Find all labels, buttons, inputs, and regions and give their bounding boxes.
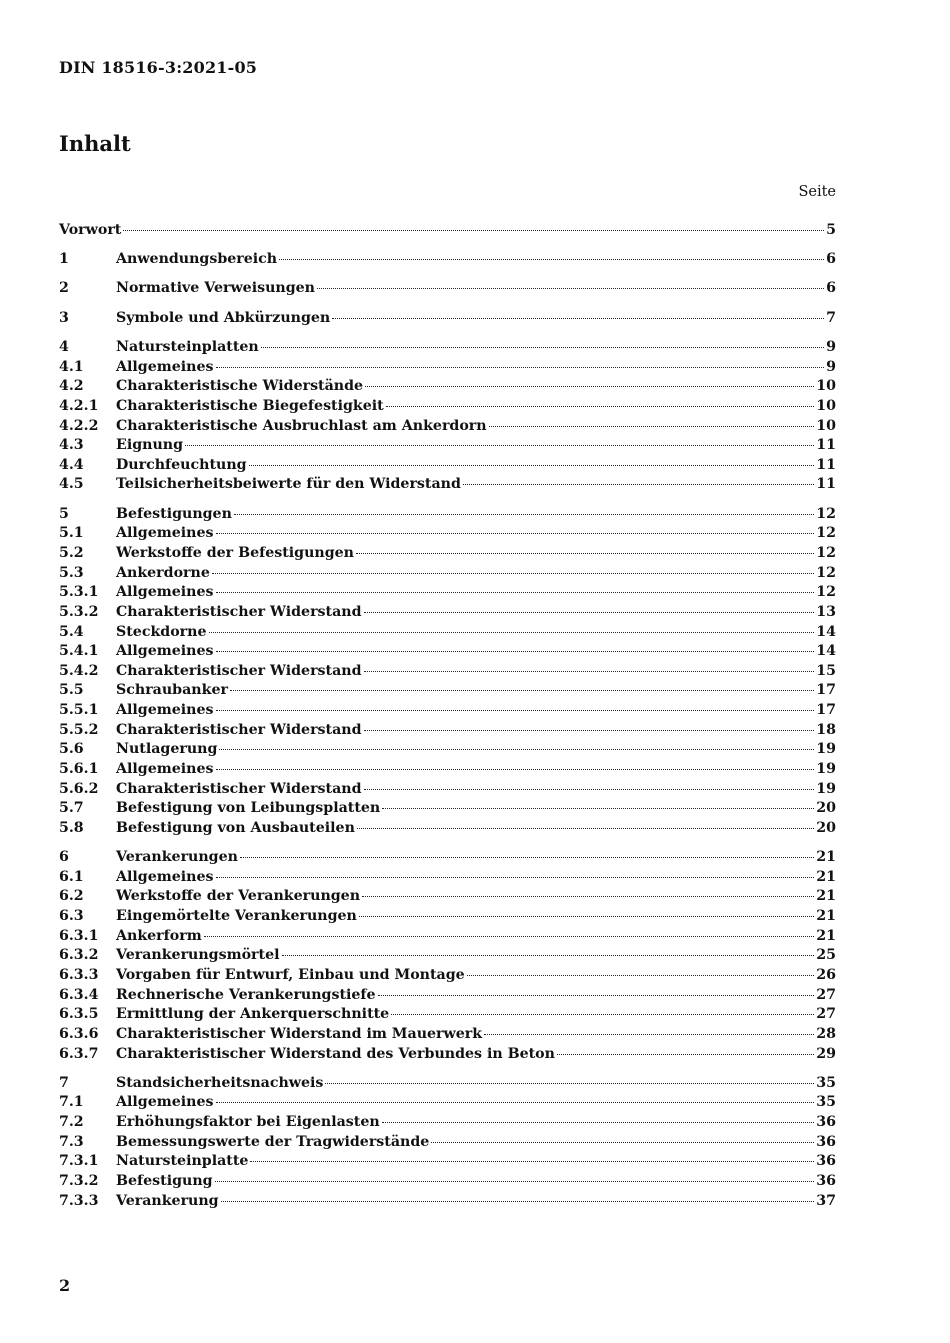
toc-entry[interactable] (59, 1093, 836, 1113)
toc-entry-number: 6.3.6 (59, 1025, 99, 1042)
toc-entry-title: Verankerungsmörtel (116, 947, 280, 964)
toc-dot-leader (219, 748, 814, 750)
toc-dot-leader (185, 444, 814, 446)
toc-entry[interactable] (59, 1025, 836, 1045)
toc-dot-leader (282, 954, 815, 956)
toc-entry-number: 6.3.2 (59, 947, 99, 964)
toc-entry-page: 12 (816, 544, 836, 561)
toc-section-group (59, 221, 836, 241)
toc-entry-page: 21 (816, 888, 836, 905)
toc-entry-number: 5.5.1 (59, 702, 99, 719)
toc-entry[interactable] (59, 868, 836, 888)
toc-entry[interactable] (59, 1152, 836, 1172)
toc-entry[interactable] (59, 1192, 836, 1212)
toc-entry[interactable] (59, 819, 836, 839)
toc-entry-page: 9 (826, 358, 836, 375)
toc-entry-page: 17 (816, 702, 836, 719)
toc-dot-leader (216, 876, 815, 878)
toc-entry-number: 7.3.1 (59, 1153, 99, 1170)
toc-dot-leader (332, 317, 824, 319)
toc-dot-leader (364, 729, 815, 731)
toc-entry-page: 10 (816, 417, 836, 434)
toc-entry-number: 2 (59, 280, 69, 297)
toc-dot-leader (250, 1160, 814, 1162)
toc-entry-title: Allgemeines (116, 643, 214, 660)
toc-dot-leader (123, 229, 824, 231)
toc-entry-title: Allgemeines (116, 584, 214, 601)
toc-dot-leader (356, 552, 814, 554)
toc-entry[interactable] (59, 338, 836, 358)
toc-entry[interactable] (59, 564, 836, 584)
toc-dot-leader (216, 709, 815, 711)
toc-dot-leader (557, 1053, 814, 1055)
toc-entry-number: 7.3.3 (59, 1192, 99, 1209)
toc-entry-title: Standsicherheitsnachweis (116, 1074, 324, 1091)
toc-entry-title: Durchfeuchtung (116, 456, 247, 473)
toc-entry[interactable] (59, 799, 836, 819)
toc-entry[interactable] (59, 279, 836, 299)
toc-entry-title: Allgemeines (116, 525, 214, 542)
toc-entry-number: 6.3.1 (59, 927, 99, 944)
toc-entry-number: 6 (59, 849, 69, 866)
toc-entry-title: Normative Verweisungen (116, 280, 315, 297)
toc-entry[interactable] (59, 397, 836, 417)
toc-entry-page: 17 (816, 682, 836, 699)
toc-entry-title: Befestigung von Ausbauteilen (116, 819, 355, 836)
toc-entry-number: 5.5 (59, 682, 84, 699)
toc-dot-leader (216, 591, 815, 593)
toc-entry-number: 4.1 (59, 358, 84, 375)
toc-entry[interactable] (59, 907, 836, 927)
toc-dot-leader (216, 366, 825, 368)
toc-entry[interactable] (59, 986, 836, 1006)
toc-dot-leader (364, 611, 815, 613)
toc-entry-page: 18 (816, 721, 836, 738)
toc-dot-leader (221, 1200, 815, 1202)
toc-entry-page: 10 (816, 378, 836, 395)
toc-entry[interactable] (59, 1172, 836, 1192)
toc-entry-page: 15 (816, 662, 836, 679)
toc-entry-number: 6.3.7 (59, 1045, 99, 1062)
toc-dot-leader (317, 287, 824, 289)
toc-entry-page: 35 (816, 1074, 836, 1091)
toc-dot-leader (467, 974, 815, 976)
toc-entry-number: 3 (59, 309, 69, 326)
toc-entry-number: 5.3.1 (59, 584, 99, 601)
toc-dot-leader (212, 572, 814, 574)
toc-entry-title: Symbole und Abkürzungen (116, 309, 331, 326)
toc-dot-leader (364, 670, 815, 672)
toc-entry-number: 5.6.2 (59, 780, 99, 797)
toc-entry[interactable] (59, 544, 836, 564)
toc-entry-number: 6.3.3 (59, 966, 99, 983)
toc-entry-page: 35 (816, 1094, 836, 1111)
toc-entry[interactable] (59, 603, 836, 623)
toc-entry-page: 12 (816, 505, 836, 522)
toc-entry-page: 12 (816, 584, 836, 601)
toc-dot-leader (431, 1141, 814, 1143)
toc-entry-number: 7.2 (59, 1114, 84, 1131)
toc-entry-number: 6.3.4 (59, 986, 99, 1003)
toc-entry-title: Natursteinplatten (116, 338, 259, 355)
toc-entry[interactable] (59, 505, 836, 525)
toc-dot-leader (249, 464, 815, 466)
toc-entry[interactable] (59, 642, 836, 662)
toc-dot-leader (216, 650, 815, 652)
toc-entry[interactable] (59, 250, 836, 270)
toc-section-group (59, 250, 836, 270)
toc-entry-title: Charakteristischer Widerstand im Mauerwerk (116, 1025, 483, 1042)
toc-entry-number: 5.3.2 (59, 603, 99, 620)
toc-entry-page: 7 (826, 309, 836, 326)
document-id: DIN 18516-3:2021-05 (59, 58, 258, 77)
toc-dot-leader (216, 532, 815, 534)
toc-entry-page: 14 (816, 623, 836, 640)
toc-entry-title: Werkstoffe der Verankerungen (116, 888, 361, 905)
toc-entry[interactable] (59, 436, 836, 456)
toc-dot-leader (364, 788, 815, 790)
toc-entry[interactable] (59, 721, 836, 741)
toc-entry-page: 21 (816, 927, 836, 944)
toc-entry-page: 9 (826, 338, 836, 355)
toc-entry-title: Charakteristischer Widerstand (116, 721, 362, 738)
toc-entry-page: 27 (816, 986, 836, 1003)
toc-entry-title: Ankerdorne (116, 564, 210, 581)
toc-entry-page: 19 (816, 741, 836, 758)
toc-entry-title: Allgemeines (116, 1094, 214, 1111)
page-column-label: Seite (798, 184, 836, 200)
toc-entry-title: Allgemeines (116, 358, 214, 375)
toc-entry-number: 5.4 (59, 623, 84, 640)
toc-entry-page: 36 (816, 1172, 836, 1189)
toc-entry-page: 19 (816, 780, 836, 797)
toc-dot-leader (325, 1082, 814, 1084)
page-title: Inhalt (59, 131, 131, 156)
toc-entry[interactable] (59, 1074, 836, 1094)
toc-dot-leader (230, 689, 814, 691)
toc-entry-number: 4.2.1 (59, 397, 99, 414)
toc-entry-page: 20 (816, 800, 836, 817)
toc-entry[interactable] (59, 1113, 836, 1133)
toc-entry-page: 11 (816, 456, 836, 473)
toc-entry-title: Charakteristische Biegefestigkeit (116, 397, 384, 414)
toc-entry[interactable] (59, 966, 836, 986)
toc-dot-leader (216, 1101, 815, 1103)
toc-entry-page: 27 (816, 1006, 836, 1023)
toc-entry[interactable] (59, 927, 836, 947)
toc-dot-leader (209, 631, 815, 633)
toc-entry[interactable] (59, 623, 836, 643)
toc-section-group (59, 505, 836, 839)
toc-entry-title: Nutlagerung (116, 741, 218, 758)
toc-dot-leader (382, 807, 814, 809)
toc-entry-title: Natursteinplatte (116, 1153, 249, 1170)
toc-entry-number: 5.6 (59, 741, 84, 758)
toc-entry-number: 6.3 (59, 908, 84, 925)
toc-dot-leader (386, 405, 815, 407)
toc-entry[interactable] (59, 377, 836, 397)
toc-entry-number: 7.3.2 (59, 1172, 99, 1189)
toc-entry-page: 36 (816, 1133, 836, 1150)
toc-entry-title: Eingemörtelte Verankerungen (116, 908, 357, 925)
toc-entry-title: Rechnerische Verankerungstiefe (116, 986, 376, 1003)
toc-entry-title: Steckdorne (116, 623, 207, 640)
toc-entry-title: Schraubanker (116, 682, 228, 699)
toc-entry-title: Vorgaben für Entwurf, Einbau und Montage (116, 966, 465, 983)
toc-entry-page: 29 (816, 1045, 836, 1062)
toc-entry-title: Allgemeines (116, 702, 214, 719)
toc-dot-leader (391, 1013, 814, 1015)
toc-dot-leader (357, 827, 814, 829)
toc-entry-page: 6 (826, 280, 836, 297)
toc-entry-number: 5.8 (59, 819, 84, 836)
toc-dot-leader (489, 425, 815, 427)
toc-entry-title: Befestigungen (116, 505, 232, 522)
toc-dot-leader (365, 385, 814, 387)
toc-entry-title: Eignung (116, 437, 183, 454)
toc-entry[interactable] (59, 946, 836, 966)
toc-dot-leader (382, 1121, 815, 1123)
toc-entry[interactable] (59, 1133, 836, 1153)
toc-entry-page: 6 (826, 251, 836, 268)
toc-entry-title: Befestigung (116, 1172, 213, 1189)
toc-entry-page: 21 (816, 849, 836, 866)
toc-entry-number: 4.4 (59, 456, 84, 473)
toc-entry-page: 21 (816, 868, 836, 885)
toc-entry-title: Allgemeines (116, 760, 214, 777)
toc-entry[interactable] (59, 1045, 836, 1065)
table-of-contents (59, 221, 836, 1221)
toc-entry-title: Charakteristischer Widerstand (116, 662, 362, 679)
toc-entry-title: Charakteristischer Widerstand (116, 780, 362, 797)
toc-entry-number: 5.5.2 (59, 721, 99, 738)
toc-entry-number: 4.2 (59, 378, 84, 395)
toc-entry-page: 28 (816, 1025, 836, 1042)
toc-entry-page: 12 (816, 564, 836, 581)
toc-entry[interactable] (59, 524, 836, 544)
toc-entry-page: 12 (816, 525, 836, 542)
toc-entry[interactable] (59, 681, 836, 701)
toc-entry-title: Allgemeines (116, 868, 214, 885)
toc-entry[interactable] (59, 662, 836, 682)
toc-entry-page: 19 (816, 760, 836, 777)
toc-entry-number: 7.1 (59, 1094, 84, 1111)
toc-entry-number: 1 (59, 251, 69, 268)
toc-entry-number: 4.3 (59, 437, 84, 454)
toc-dot-leader (216, 768, 815, 770)
toc-dot-leader (463, 483, 814, 485)
toc-entry-number: 7 (59, 1074, 69, 1091)
toc-dot-leader (359, 915, 814, 917)
toc-entry-number: 4.2.2 (59, 417, 99, 434)
toc-entry-page: 14 (816, 643, 836, 660)
toc-entry[interactable] (59, 760, 836, 780)
toc-entry-page: 13 (816, 603, 836, 620)
toc-entry-number: 6.1 (59, 868, 84, 885)
toc-entry-page: 11 (816, 437, 836, 454)
toc-entry-page: 21 (816, 908, 836, 925)
toc-entry[interactable] (59, 780, 836, 800)
toc-entry[interactable] (59, 583, 836, 603)
toc-dot-leader (204, 935, 815, 937)
toc-entry-number: 5.4.2 (59, 662, 99, 679)
toc-entry-title: Befestigung von Leibungsplatten (116, 800, 381, 817)
toc-entry[interactable] (59, 887, 836, 907)
toc-entry-page: 5 (826, 222, 836, 238)
toc-dot-leader (362, 895, 814, 897)
toc-dot-leader (378, 994, 815, 996)
toc-entry-number: 4 (59, 338, 69, 355)
toc-entry-title: Anwendungsbereich (116, 251, 278, 268)
toc-entry[interactable] (59, 475, 836, 495)
toc-entry-title: Charakteristischer Widerstand (116, 603, 362, 620)
toc-entry-title: Charakteristische Widerstände (116, 378, 364, 395)
toc-entry-number: 7.3 (59, 1133, 84, 1150)
toc-entry-number: 5.3 (59, 564, 84, 581)
toc-entry-page: 37 (816, 1192, 836, 1209)
toc-entry-title: Bemessungswerte der Tragwiderstände (116, 1133, 430, 1150)
toc-entry-number: 5 (59, 505, 69, 522)
toc-entry-title: Ermittlung der Ankerquerschnitte (116, 1006, 390, 1023)
toc-dot-leader (484, 1033, 814, 1035)
toc-entry-page: 10 (816, 397, 836, 414)
toc-dot-leader (279, 258, 824, 260)
toc-dot-leader (261, 346, 824, 348)
toc-section-group (59, 848, 836, 1064)
toc-entry-title: Charakteristischer Widerstand des Verbundes in Beton (116, 1045, 555, 1062)
toc-entry-page: 20 (816, 819, 836, 836)
toc-entry-title: Vorwort (59, 222, 122, 238)
toc-section-group (59, 1074, 836, 1211)
toc-dot-leader (240, 856, 814, 858)
toc-entry[interactable] (59, 309, 836, 329)
toc-entry-title: Erhöhungsfaktor bei Eigenlasten (116, 1114, 380, 1131)
toc-entry-page: 25 (816, 947, 836, 964)
toc-entry-page: 11 (816, 476, 836, 493)
toc-entry-number: 5.2 (59, 544, 84, 561)
toc-entry[interactable] (59, 701, 836, 721)
toc-dot-leader (234, 513, 814, 515)
toc-entry[interactable] (59, 848, 836, 868)
toc-entry-page: 36 (816, 1114, 836, 1131)
toc-entry[interactable] (59, 1005, 836, 1025)
page-number: 2 (59, 1276, 71, 1295)
toc-entry-number: 5.7 (59, 800, 84, 817)
toc-entry-number: 5.1 (59, 525, 84, 542)
toc-section-group (59, 279, 836, 299)
toc-entry[interactable] (59, 417, 836, 437)
toc-entry[interactable] (59, 358, 836, 378)
toc-entry[interactable] (59, 221, 836, 241)
toc-entry-title: Verankerungen (116, 849, 238, 866)
toc-entry-title: Werkstoffe der Befestigungen (116, 544, 354, 561)
toc-entry-number: 6.3.5 (59, 1006, 99, 1023)
toc-entry[interactable] (59, 456, 836, 476)
toc-entry[interactable] (59, 740, 836, 760)
toc-entry-title: Teilsicherheitsbeiwerte für den Widerstand (116, 476, 461, 493)
toc-entry-title: Charakteristische Ausbruchlast am Ankerdorn (116, 417, 487, 434)
toc-entry-number: 5.6.1 (59, 760, 99, 777)
toc-dot-leader (215, 1180, 815, 1182)
toc-entry-number: 5.4.1 (59, 643, 99, 660)
toc-entry-page: 26 (816, 966, 836, 983)
toc-entry-number: 6.2 (59, 888, 84, 905)
toc-entry-number: 4.5 (59, 476, 84, 493)
toc-entry-title: Ankerform (116, 927, 202, 944)
toc-entry-page: 36 (816, 1153, 836, 1170)
toc-entry-title: Verankerung (116, 1192, 219, 1209)
toc-section-group (59, 309, 836, 329)
toc-section-group (59, 338, 836, 495)
